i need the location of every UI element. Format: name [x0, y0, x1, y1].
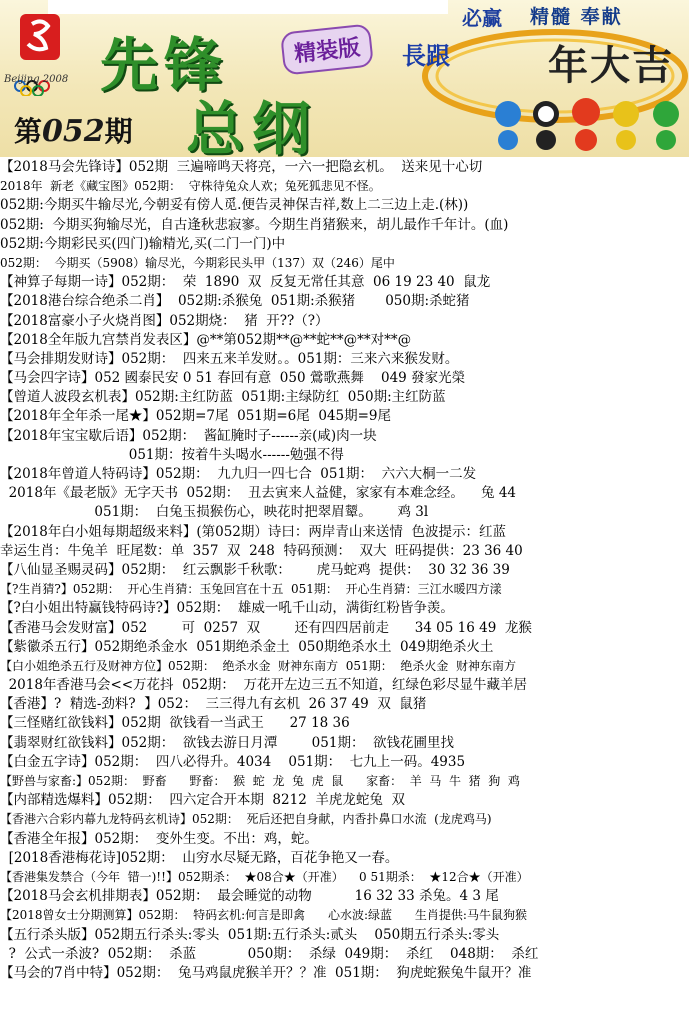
text-line: 【2018年白小姐每期超级来料】(第052期）诗曰：两岸青山来送情 色波提示：红蓝 [0, 523, 506, 540]
slogan-right: 精髓 奉献 [530, 6, 623, 28]
text-line: 【?生肖猜?】052期： 开心生肖猜：玉兔回宫在十五 051期： 开心生肖猜：三江水暖四方漾 [0, 582, 502, 597]
text-line: 【白金五字诗】052期： 四八必得升。4034 051期： 七九上一码。4935 [0, 753, 466, 770]
text-line: 【2018富豪小子火烧肖图】052期烧： 猪 开??（?） [0, 312, 329, 329]
text-line: 052期:今期买牛输尽光,今朝妥有傍人觅.便告灵神保吉祥,数上二三边上走.(林)) [0, 197, 469, 214]
text-line: 【神算子每期一诗】052期： 荣 1890 双 反复无常任其意 06 19 23 40 鼠龙 [0, 274, 491, 291]
text-line: 【内部精选爆料】052期： 四六定合开本期 8212 羊虎龙蛇兔 双 [0, 792, 405, 809]
text-line: 【2018年全年杀一尾★】052期=7尾 051期=6尾 045期=9尾 [0, 408, 392, 425]
text-line: 2018年《最老版》无字天书 052期： 丑去寅来人益健，家家有本难念经。 兔 44 [0, 485, 517, 502]
text-line: 2018年香港马会<<万花抖 052期： 万花开左边三五不知道，红绿色彩尽显牛藏羊居 [0, 677, 527, 694]
blessing-left: 長跟 [402, 41, 450, 70]
issue-suffix: 期 [104, 115, 133, 148]
banner-top-strip [48, 0, 448, 14]
issue-prefix: 第 [14, 115, 43, 148]
logo-caption: Beijing 2008 [4, 74, 69, 85]
text-line: 【2018马会玄机排期表】052期： 最会睡觉的动物 16 32 33 杀兔。4 3 尾 [0, 888, 499, 905]
text-line: 【紫徽杀五行】052期绝杀金水 051期绝杀金土 050期绝杀水土 049期绝杀火土 [0, 638, 494, 655]
text-line: 【曾道人波段玄机表】052期:主红防蓝 051期:主绿防红 050期:主红防蓝 [0, 389, 446, 406]
text-line: 【2018曾女士分期测算】052期： 特码玄机:何言是即禽 心水波:绿蓝 生肖提供:马牛鼠狗猴 [0, 908, 527, 923]
text-line: 【野兽与家畜:】052期： 野畜 野畜： 猴 蛇 龙 兔 虎 鼠 家畜： 羊 马 牛 猪 狗 鸡 [0, 774, 520, 788]
text-line: 【香港六合彩内幕九龙特码玄机诗】052期： 死后还把自身献，内香扑鼻口水流 (龙虎鸡马) [0, 812, 492, 827]
text-line: 【香港集发禁合（今年 错一)!!】052期杀： ★08合★（开准） 0 51期杀： ★12合★（开准） [0, 869, 529, 884]
text-line: 【马会排期发财诗】052期： 四来五来羊发财。。051期：三来六来猴发财。 [0, 350, 459, 367]
text-line: 【2018全年版九宫禁肖发表区】@**第052期**@**蛇**@**对**@ [0, 331, 412, 348]
text-line: 幸运生肖：牛兔羊 旺尾数：单 357 双 248 特码预测： 双大 旺码提供：23 36 40 [0, 542, 523, 559]
text-line: 【2018港台综合绝杀二肖】 052期:杀猴兔 051期:杀猴猪 050期:杀蛇猪 [0, 293, 470, 310]
text-line: 2018年 新老《藏宝图》052期： 守株待兔众人欢；兔死狐悲见不怪。 [0, 179, 381, 194]
text-line: 【白小姐绝杀五行及财神方位】052期： 绝杀水金 财神东南方 051期： 绝杀火金 财神东南方 [0, 658, 516, 673]
text-line: 【八仙显圣赐灵码】052期： 红云飘影千秋歌： 虎马蛇鸡 提供： 30 32 36 39 [0, 561, 510, 578]
text-line: 【香港全年报】052期： 变外生变。不出：鸡，蛇。 [0, 830, 318, 847]
header-banner [0, 0, 689, 157]
text-line: 【香港】? 精选-劲料? 】052： 三三得九有玄机 26 37 49 双 鼠猪 [0, 696, 427, 713]
mascots-icon [488, 92, 688, 154]
text-line: 052期： 今期买（5908）输尽光，今期彩民头甲（137）双（246）尾中 [0, 255, 395, 270]
text-line: [2018香港梅花诗]052期： 山穷水尽疑无路，百花争艳又一春。 [0, 849, 399, 866]
text-line: 052期:今期彩民买(四门)输精光,买(二门一门)中 [0, 235, 286, 252]
text-line: 【三怪赌红欲钱料】052期 欲钱看一当武王 27 18 36 [0, 715, 350, 732]
text-line: 【五行杀头版】052期五行杀头:零头 051期:五行杀头:贰头 050期五行杀头:零头 [0, 926, 500, 943]
main-title-top: 先锋 [100, 31, 229, 99]
text-line: ? 公式一杀波? 052期： 杀蓝 050期： 杀绿 049期： 杀红 048期： 杀红 [0, 945, 539, 962]
main-title-bottom: 总纲 [186, 95, 319, 157]
text-line: 【2018年曾道人特码诗】052期： 九九归一四七合 051期： 六六大桐一二发 [0, 466, 477, 482]
text-line: 【?白小姐出特赢钱特码诗?】052期： 雄威一吼千山动，满街红粉皆争羡。 [0, 600, 454, 617]
text-line: 051期：按着牛头喝水------勉强不得 [0, 446, 344, 463]
text-line: 【2018年宝宝歇后语】052期： 酱缸腌时子------亲(咸)肉一块 [0, 427, 377, 444]
text-line: 【马会的7肖中特】052期： 兔马鸡鼠虎猴羊开？？准 051期： 狗虎蛇猴兔牛鼠开？准 [0, 964, 532, 981]
text-line: 【2018马会先锋诗】052期 三遍啼鸣天将亮，一六一把隐玄机。 送来见十心切 [0, 159, 483, 175]
edition-badge: 精装版 [280, 23, 374, 75]
slogan-left: 必赢 [462, 6, 502, 30]
text-line: 【翡翠财红欲钱料】052期： 欲钱去游日月潭 051期： 欲钱花圃里找 [0, 734, 455, 751]
issue-number: 052 [42, 114, 105, 149]
issue-label [14, 110, 133, 150]
text-line: 【香港马会发财富】052 可 0257 双 还有四四居前走 34 05 16 49 龙猴 [0, 619, 532, 636]
content-lines [0, 158, 689, 983]
blessing-right: 年大吉 [548, 42, 674, 89]
text-line: 052期: 今期买狗输尽光，自古逢秋悲寂寥。今期生肖猪猴来，胡儿最作千年计。(血) [0, 216, 509, 233]
text-line: 051期： 白兔玉损猴伤心，映花时把翠眉颦。 鸡 3l [0, 504, 429, 521]
text-line: 【马会四字诗】052 國泰民安 0 51 春回有意 050 鶯歌燕舞 049 發家光榮 [0, 370, 466, 387]
